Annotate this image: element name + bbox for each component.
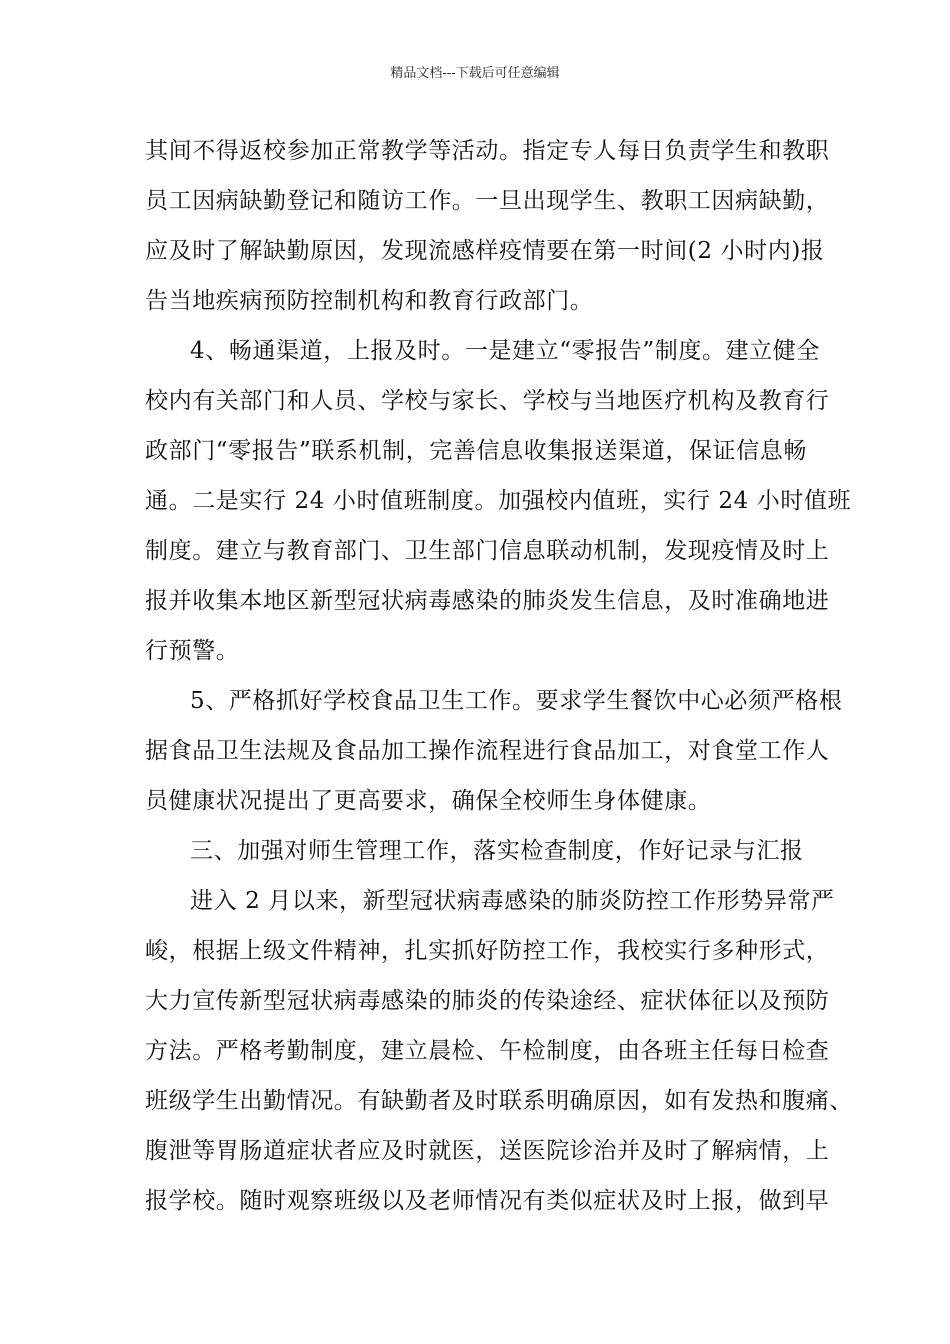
text-line: 员健康状况提出了更高要求，确保全校师生身体健康。 [145,788,712,814]
page-header: 精品文档---下载后可任意编辑 [390,66,560,81]
text-line: 班级学生出勤情况。有缺勤者及时联系明确原因，如有发热和腹痛、 [145,1088,853,1114]
text-line: 行预警。 [145,638,240,664]
text-line: 政部门“零报告”联系机制，完善信息收集报送渠道，保证信息畅 [145,438,807,464]
text-line: 告当地疾病预防控制机构和教育行政部门。 [145,288,594,314]
text-line: 5、严格抓好学校食品卫生工作。要求学生餐饮中心必须严格根 [190,688,843,714]
text-line: 腹泄等胃肠道症状者应及时就医，送医院诊治并及时了解病情，上 [145,1138,830,1164]
text-line: 通。二是实行 24 小时值班制度。加强校内值班，实行 24 小时值班 [145,488,852,514]
text-line: 报学校。随时观察班级以及老师情况有类似症状及时上报，做到早 [145,1188,830,1214]
text-line: 方法。严格考勤制度，建立晨检、午检制度，由各班主任每日检查 [145,1038,830,1064]
text-line: 大力宣传新型冠状病毒感染的肺炎的传染途经、症状体征以及预防 [145,988,830,1014]
text-line: 据食品卫生法规及食品加工操作流程进行食品加工，对食堂工作人 [145,738,830,764]
text-line: 其间不得返校参加正常教学等活动。指定专人每日负责学生和教职 [145,138,830,164]
text-line: 制度。建立与教育部门、卫生部门信息联动机制，发现疫情及时上 [145,538,830,564]
text-line: 报并收集本地区新型冠状病毒感染的肺炎发生信息，及时准确地进 [145,588,830,614]
section-heading: 三、加强对师生管理工作，落实检查制度，作好记录与汇报 [190,838,804,864]
text-line: 应及时了解缺勤原因，发现流感样疫情要在第一时间(2 小时内)报 [145,238,825,264]
text-line: 员工因病缺勤登记和随访工作。一旦出现学生、教职工因病缺勤， [145,188,830,214]
text-line: 峻，根据上级文件精神，扎实抓好防控工作，我校实行多种形式， [145,938,830,964]
text-line: 校内有关部门和人员、学校与家长、学校与当地医疗机构及教育行 [145,388,830,414]
text-line: 4、畅通渠道，上报及时。一是建立“零报告”制度。建立健全 [190,338,820,364]
text-line: 进入 2 月以来，新型冠状病毒感染的肺炎防控工作形势异常严 [190,888,835,914]
